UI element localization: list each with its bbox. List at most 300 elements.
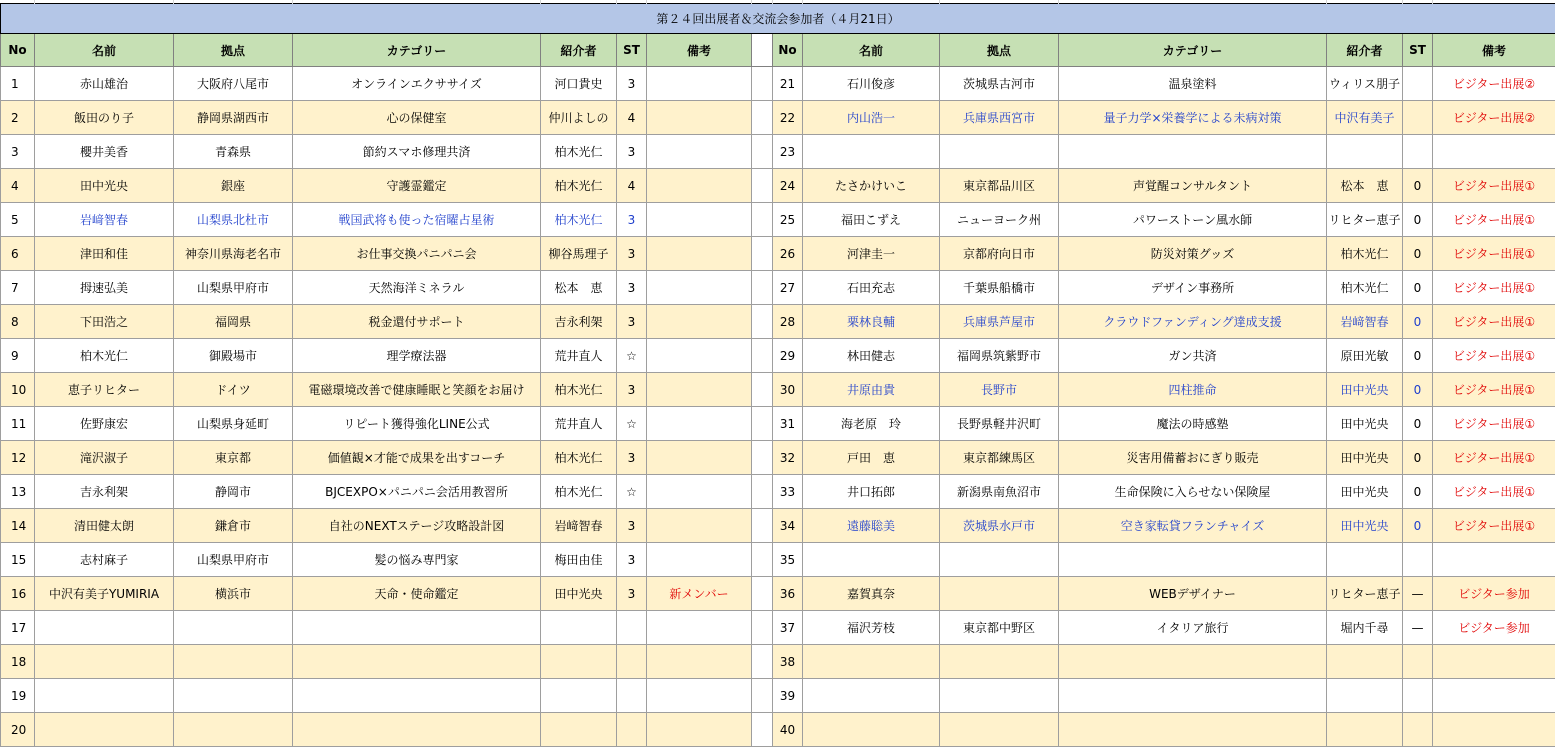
cell-left-st[interactable]: 3: [617, 543, 647, 577]
cell-left-category[interactable]: 電磁環境改善で健康睡眠と笑顔をお届け: [293, 373, 541, 407]
cell-left-base[interactable]: 福岡県: [174, 305, 293, 339]
cell-right-introducer[interactable]: 田中光央: [1327, 441, 1403, 475]
gap-cell[interactable]: [752, 305, 773, 339]
cell-right-no[interactable]: 39: [773, 679, 803, 713]
cell-left-name[interactable]: 櫻井美香: [35, 135, 174, 169]
cell-right-name[interactable]: [803, 645, 940, 679]
cell-left-note[interactable]: [647, 305, 752, 339]
cell-left-base[interactable]: 横浜市: [174, 577, 293, 611]
cell-left-category[interactable]: BJCEXPO×パニパニ会活用教習所: [293, 475, 541, 509]
cell-right-introducer[interactable]: 田中光央: [1327, 475, 1403, 509]
cell-left-no[interactable]: 5: [1, 203, 35, 237]
cell-right-category[interactable]: デザイン事務所: [1059, 271, 1327, 305]
cell-right-introducer[interactable]: 田中光央: [1327, 509, 1403, 543]
cell-right-st[interactable]: [1403, 101, 1433, 135]
cell-left-introducer[interactable]: [541, 679, 617, 713]
cell-right-name[interactable]: 海老原 玲: [803, 407, 940, 441]
cell-left-category[interactable]: 自社のNEXTステージ攻略設計図: [293, 509, 541, 543]
cell-left-introducer[interactable]: 柏木光仁: [541, 475, 617, 509]
cell-right-base[interactable]: 兵庫県芦屋市: [940, 305, 1059, 339]
cell-right-introducer[interactable]: リヒター恵子: [1327, 577, 1403, 611]
cell-left-name[interactable]: [35, 679, 174, 713]
cell-right-st[interactable]: 0: [1403, 475, 1433, 509]
cell-right-note[interactable]: ビジター出展①: [1433, 441, 1555, 475]
cell-left-base[interactable]: 鎌倉市: [174, 509, 293, 543]
cell-right-st[interactable]: [1403, 679, 1433, 713]
gap-cell[interactable]: [752, 203, 773, 237]
cell-right-name[interactable]: 福田こずえ: [803, 203, 940, 237]
cell-left-note[interactable]: [647, 611, 752, 645]
cell-left-category[interactable]: [293, 679, 541, 713]
header-gap[interactable]: [752, 34, 773, 67]
cell-right-st[interactable]: 0: [1403, 441, 1433, 475]
gap-cell[interactable]: [752, 407, 773, 441]
cell-right-name[interactable]: たさかけいこ: [803, 169, 940, 203]
cell-right-no[interactable]: 22: [773, 101, 803, 135]
gap-cell[interactable]: [752, 645, 773, 679]
cell-right-category[interactable]: 温泉塗料: [1059, 67, 1327, 101]
cell-left-name[interactable]: 中沢有美子YUMIRIA: [35, 577, 174, 611]
cell-left-note[interactable]: [647, 645, 752, 679]
cell-left-name[interactable]: 柏木光仁: [35, 339, 174, 373]
cell-left-st[interactable]: ☆: [617, 475, 647, 509]
header-left-introducer[interactable]: 紹介者: [541, 34, 617, 67]
header-left-note[interactable]: 備考: [647, 34, 752, 67]
cell-right-category[interactable]: 声覚醒コンサルタント: [1059, 169, 1327, 203]
cell-right-st[interactable]: 0: [1403, 407, 1433, 441]
cell-right-no[interactable]: 38: [773, 645, 803, 679]
cell-left-base[interactable]: [174, 679, 293, 713]
cell-right-st[interactable]: 0: [1403, 373, 1433, 407]
header-left-base[interactable]: 拠点: [174, 34, 293, 67]
header-left-st[interactable]: ST: [617, 34, 647, 67]
cell-right-note[interactable]: [1433, 679, 1555, 713]
cell-left-name[interactable]: 飯田のり子: [35, 101, 174, 135]
cell-left-base[interactable]: 静岡市: [174, 475, 293, 509]
cell-right-note[interactable]: ビジター出展①: [1433, 373, 1555, 407]
cell-left-no[interactable]: 8: [1, 305, 35, 339]
cell-left-introducer[interactable]: [541, 645, 617, 679]
cell-left-no[interactable]: 17: [1, 611, 35, 645]
cell-right-name[interactable]: 内山浩一: [803, 101, 940, 135]
cell-left-category[interactable]: [293, 713, 541, 747]
cell-left-base[interactable]: 山梨県身延町: [174, 407, 293, 441]
header-right-note[interactable]: 備考: [1433, 34, 1555, 67]
cell-left-st[interactable]: ☆: [617, 339, 647, 373]
cell-right-category[interactable]: ガン共済: [1059, 339, 1327, 373]
cell-left-no[interactable]: 12: [1, 441, 35, 475]
cell-left-name[interactable]: 恵子リヒター: [35, 373, 174, 407]
gap-cell[interactable]: [752, 577, 773, 611]
cell-left-note[interactable]: [647, 237, 752, 271]
cell-right-no[interactable]: 36: [773, 577, 803, 611]
cell-left-st[interactable]: [617, 611, 647, 645]
cell-left-name[interactable]: [35, 713, 174, 747]
cell-left-no[interactable]: 13: [1, 475, 35, 509]
cell-left-no[interactable]: 16: [1, 577, 35, 611]
cell-right-no[interactable]: 24: [773, 169, 803, 203]
gap-cell[interactable]: [752, 475, 773, 509]
cell-left-note[interactable]: [647, 169, 752, 203]
cell-right-name[interactable]: [803, 679, 940, 713]
cell-right-note[interactable]: ビジター出展①: [1433, 169, 1555, 203]
cell-left-name[interactable]: 清田健太朗: [35, 509, 174, 543]
gap-cell[interactable]: [752, 237, 773, 271]
cell-left-base[interactable]: 東京都: [174, 441, 293, 475]
cell-left-name[interactable]: 田中光央: [35, 169, 174, 203]
cell-right-base[interactable]: 茨城県水戸市: [940, 509, 1059, 543]
cell-right-introducer[interactable]: 松本 恵: [1327, 169, 1403, 203]
cell-left-st[interactable]: 4: [617, 101, 647, 135]
cell-right-no[interactable]: 27: [773, 271, 803, 305]
cell-right-base[interactable]: 千葉県船橋市: [940, 271, 1059, 305]
cell-left-base[interactable]: 御殿場市: [174, 339, 293, 373]
cell-left-base[interactable]: ドイツ: [174, 373, 293, 407]
cell-left-name[interactable]: [35, 645, 174, 679]
header-right-name[interactable]: 名前: [803, 34, 940, 67]
header-left-category[interactable]: カテゴリー: [293, 34, 541, 67]
gap-cell[interactable]: [752, 543, 773, 577]
cell-left-category[interactable]: 節約スマホ修理共済: [293, 135, 541, 169]
cell-left-introducer[interactable]: [541, 611, 617, 645]
cell-right-no[interactable]: 33: [773, 475, 803, 509]
cell-right-st[interactable]: [1403, 67, 1433, 101]
cell-right-category[interactable]: [1059, 543, 1327, 577]
cell-right-note[interactable]: ビジター出展①: [1433, 271, 1555, 305]
cell-left-st[interactable]: 3: [617, 203, 647, 237]
cell-right-note[interactable]: ビジター出展①: [1433, 305, 1555, 339]
cell-left-note[interactable]: [647, 203, 752, 237]
cell-left-base[interactable]: [174, 611, 293, 645]
cell-right-name[interactable]: 福沢芳枝: [803, 611, 940, 645]
cell-right-name[interactable]: 遠藤聡美: [803, 509, 940, 543]
cell-left-base[interactable]: 神奈川県海老名市: [174, 237, 293, 271]
cell-right-note[interactable]: ビジター参加: [1433, 611, 1555, 645]
cell-left-st[interactable]: 4: [617, 169, 647, 203]
cell-right-category[interactable]: 災害用備蓄おにぎり販売: [1059, 441, 1327, 475]
cell-right-introducer[interactable]: 岩﨑智春: [1327, 305, 1403, 339]
cell-left-introducer[interactable]: 岩﨑智春: [541, 509, 617, 543]
header-left-no[interactable]: No: [1, 34, 35, 67]
cell-right-st[interactable]: [1403, 135, 1433, 169]
cell-left-st[interactable]: [617, 713, 647, 747]
cell-left-base[interactable]: 大阪府八尾市: [174, 67, 293, 101]
cell-left-category[interactable]: オンラインエクササイズ: [293, 67, 541, 101]
cell-right-base[interactable]: [940, 543, 1059, 577]
cell-right-base[interactable]: 東京都練馬区: [940, 441, 1059, 475]
cell-left-base[interactable]: 山梨県北杜市: [174, 203, 293, 237]
cell-right-base[interactable]: 東京都中野区: [940, 611, 1059, 645]
cell-left-introducer[interactable]: 柳谷馬理子: [541, 237, 617, 271]
cell-right-introducer[interactable]: [1327, 713, 1403, 747]
cell-left-name[interactable]: 吉永利架: [35, 475, 174, 509]
cell-right-note[interactable]: [1433, 135, 1555, 169]
cell-right-note[interactable]: [1433, 713, 1555, 747]
cell-right-st[interactable]: 0: [1403, 237, 1433, 271]
cell-left-note[interactable]: [647, 135, 752, 169]
cell-right-base[interactable]: [940, 679, 1059, 713]
cell-left-no[interactable]: 3: [1, 135, 35, 169]
cell-left-introducer[interactable]: 田中光央: [541, 577, 617, 611]
cell-right-name[interactable]: 石川俊彦: [803, 67, 940, 101]
cell-right-introducer[interactable]: [1327, 135, 1403, 169]
cell-left-note[interactable]: [647, 67, 752, 101]
cell-right-st[interactable]: 0: [1403, 203, 1433, 237]
cell-left-introducer[interactable]: 河口貴史: [541, 67, 617, 101]
cell-right-base[interactable]: 茨城県古河市: [940, 67, 1059, 101]
cell-right-no[interactable]: 32: [773, 441, 803, 475]
cell-left-no[interactable]: 6: [1, 237, 35, 271]
gap-cell[interactable]: [752, 339, 773, 373]
cell-right-base[interactable]: ニューヨーク州: [940, 203, 1059, 237]
cell-right-st[interactable]: 0: [1403, 305, 1433, 339]
cell-left-introducer[interactable]: 柏木光仁: [541, 135, 617, 169]
cell-right-name[interactable]: [803, 135, 940, 169]
cell-left-introducer[interactable]: 吉永利架: [541, 305, 617, 339]
cell-left-category[interactable]: [293, 645, 541, 679]
cell-right-category[interactable]: 四柱推命: [1059, 373, 1327, 407]
cell-left-no[interactable]: 2: [1, 101, 35, 135]
cell-right-name[interactable]: 栗林良輔: [803, 305, 940, 339]
cell-left-st[interactable]: 3: [617, 237, 647, 271]
cell-right-note[interactable]: ビジター出展①: [1433, 237, 1555, 271]
cell-right-no[interactable]: 25: [773, 203, 803, 237]
cell-right-name[interactable]: 河津圭一: [803, 237, 940, 271]
cell-right-category[interactable]: [1059, 645, 1327, 679]
cell-right-category[interactable]: [1059, 135, 1327, 169]
cell-left-no[interactable]: 19: [1, 679, 35, 713]
cell-left-st[interactable]: 3: [617, 577, 647, 611]
cell-left-st[interactable]: [617, 645, 647, 679]
cell-right-no[interactable]: 31: [773, 407, 803, 441]
cell-left-no[interactable]: 1: [1, 67, 35, 101]
cell-right-base[interactable]: 新潟県南魚沼市: [940, 475, 1059, 509]
cell-left-no[interactable]: 20: [1, 713, 35, 747]
cell-left-note[interactable]: [647, 441, 752, 475]
cell-left-base[interactable]: [174, 713, 293, 747]
header-right-category[interactable]: カテゴリー: [1059, 34, 1327, 67]
cell-left-no[interactable]: 11: [1, 407, 35, 441]
cell-left-category[interactable]: 天命・使命鑑定: [293, 577, 541, 611]
cell-right-note[interactable]: ビジター出展①: [1433, 407, 1555, 441]
cell-left-no[interactable]: 7: [1, 271, 35, 305]
cell-left-introducer[interactable]: [541, 713, 617, 747]
cell-left-introducer[interactable]: 柏木光仁: [541, 373, 617, 407]
cell-left-category[interactable]: 守護霊鑑定: [293, 169, 541, 203]
cell-right-note[interactable]: ビジター出展①: [1433, 475, 1555, 509]
cell-left-name[interactable]: 滝沢淑子: [35, 441, 174, 475]
cell-left-introducer[interactable]: 松本 恵: [541, 271, 617, 305]
cell-right-name[interactable]: 石田充志: [803, 271, 940, 305]
cell-right-base[interactable]: [940, 135, 1059, 169]
cell-left-no[interactable]: 14: [1, 509, 35, 543]
header-right-introducer[interactable]: 紹介者: [1327, 34, 1403, 67]
gap-cell[interactable]: [752, 271, 773, 305]
cell-right-name[interactable]: 井原由貴: [803, 373, 940, 407]
cell-left-note[interactable]: [647, 407, 752, 441]
header-right-no[interactable]: No: [773, 34, 803, 67]
cell-right-no[interactable]: 30: [773, 373, 803, 407]
cell-right-note[interactable]: [1433, 543, 1555, 577]
cell-left-introducer[interactable]: 柏木光仁: [541, 169, 617, 203]
cell-left-st[interactable]: [617, 679, 647, 713]
cell-right-st[interactable]: 0: [1403, 509, 1433, 543]
cell-right-st[interactable]: 0: [1403, 271, 1433, 305]
cell-right-st[interactable]: [1403, 543, 1433, 577]
cell-right-note[interactable]: ビジター出展①: [1433, 509, 1555, 543]
cell-left-base[interactable]: 青森県: [174, 135, 293, 169]
header-right-st[interactable]: ST: [1403, 34, 1433, 67]
cell-left-category[interactable]: 価値観×才能で成果を出すコーチ: [293, 441, 541, 475]
cell-left-note[interactable]: [647, 543, 752, 577]
cell-right-no[interactable]: 28: [773, 305, 803, 339]
cell-left-name[interactable]: [35, 611, 174, 645]
cell-left-category[interactable]: 天然海洋ミネラル: [293, 271, 541, 305]
cell-right-name[interactable]: 戸田 恵: [803, 441, 940, 475]
cell-left-introducer[interactable]: 梅田由佳: [541, 543, 617, 577]
gap-cell[interactable]: [752, 509, 773, 543]
cell-right-no[interactable]: 26: [773, 237, 803, 271]
cell-left-note[interactable]: [647, 679, 752, 713]
cell-right-category[interactable]: [1059, 679, 1327, 713]
cell-right-name[interactable]: 林田健志: [803, 339, 940, 373]
cell-right-st[interactable]: 0: [1403, 169, 1433, 203]
cell-left-category[interactable]: 髪の悩み専門家: [293, 543, 541, 577]
cell-left-st[interactable]: 3: [617, 135, 647, 169]
cell-right-no[interactable]: 35: [773, 543, 803, 577]
cell-left-st[interactable]: 3: [617, 305, 647, 339]
cell-right-name[interactable]: 嘉賀真奈: [803, 577, 940, 611]
cell-left-base[interactable]: 銀座: [174, 169, 293, 203]
cell-right-base[interactable]: [940, 645, 1059, 679]
cell-right-base[interactable]: 兵庫県西宮市: [940, 101, 1059, 135]
cell-right-base[interactable]: 東京都品川区: [940, 169, 1059, 203]
gap-cell[interactable]: [752, 441, 773, 475]
cell-right-introducer[interactable]: [1327, 543, 1403, 577]
cell-left-st[interactable]: 3: [617, 67, 647, 101]
cell-right-base[interactable]: [940, 713, 1059, 747]
cell-right-category[interactable]: 生命保険に入らせない保険屋: [1059, 475, 1327, 509]
sheet-title[interactable]: 第２４回出展者＆交流会参加者（４月21日）: [1, 4, 1555, 34]
cell-left-category[interactable]: 心の保健室: [293, 101, 541, 135]
cell-right-name[interactable]: [803, 543, 940, 577]
cell-right-note[interactable]: ビジター参加: [1433, 577, 1555, 611]
cell-right-introducer[interactable]: ウィリス朋子: [1327, 67, 1403, 101]
gap-cell[interactable]: [752, 169, 773, 203]
cell-left-category[interactable]: [293, 611, 541, 645]
cell-left-no[interactable]: 15: [1, 543, 35, 577]
cell-left-category[interactable]: 戦国武将も使った宿曜占星術: [293, 203, 541, 237]
cell-left-st[interactable]: 3: [617, 271, 647, 305]
cell-right-introducer[interactable]: 田中光央: [1327, 407, 1403, 441]
cell-right-note[interactable]: ビジター出展②: [1433, 101, 1555, 135]
cell-right-category[interactable]: クラウドファンディング達成支援: [1059, 305, 1327, 339]
gap-cell[interactable]: [752, 67, 773, 101]
cell-left-st[interactable]: 3: [617, 373, 647, 407]
cell-right-introducer[interactable]: 原田光敏: [1327, 339, 1403, 373]
cell-left-note[interactable]: 新メンバー: [647, 577, 752, 611]
cell-left-base[interactable]: 静岡県湖西市: [174, 101, 293, 135]
cell-left-introducer[interactable]: 仲川よしの: [541, 101, 617, 135]
cell-left-no[interactable]: 9: [1, 339, 35, 373]
gap-cell[interactable]: [752, 373, 773, 407]
cell-right-st[interactable]: —: [1403, 611, 1433, 645]
cell-left-name[interactable]: 佐野康宏: [35, 407, 174, 441]
cell-left-name[interactable]: 拇速弘美: [35, 271, 174, 305]
cell-left-note[interactable]: [647, 271, 752, 305]
cell-left-st[interactable]: ☆: [617, 407, 647, 441]
cell-right-category[interactable]: [1059, 713, 1327, 747]
cell-right-base[interactable]: 福岡県筑紫野市: [940, 339, 1059, 373]
cell-right-no[interactable]: 40: [773, 713, 803, 747]
cell-right-category[interactable]: 量子力学×栄養学による未病対策: [1059, 101, 1327, 135]
cell-left-name[interactable]: 志村麻子: [35, 543, 174, 577]
cell-right-note[interactable]: [1433, 645, 1555, 679]
cell-left-base[interactable]: 山梨県甲府市: [174, 271, 293, 305]
cell-left-category[interactable]: 理学療法器: [293, 339, 541, 373]
cell-right-category[interactable]: WEBデザイナー: [1059, 577, 1327, 611]
cell-left-category[interactable]: お仕事交換パニパニ会: [293, 237, 541, 271]
cell-left-category[interactable]: 税金還付サポート: [293, 305, 541, 339]
cell-right-introducer[interactable]: 柏木光仁: [1327, 237, 1403, 271]
cell-right-no[interactable]: 34: [773, 509, 803, 543]
cell-left-category[interactable]: リピート獲得強化LINE公式: [293, 407, 541, 441]
cell-left-no[interactable]: 10: [1, 373, 35, 407]
cell-left-introducer[interactable]: 荒井直人: [541, 407, 617, 441]
cell-right-category[interactable]: 防災対策グッズ: [1059, 237, 1327, 271]
cell-left-note[interactable]: [647, 713, 752, 747]
header-right-base[interactable]: 拠点: [940, 34, 1059, 67]
cell-left-note[interactable]: [647, 373, 752, 407]
gap-cell[interactable]: [752, 679, 773, 713]
cell-left-base[interactable]: 山梨県甲府市: [174, 543, 293, 577]
cell-right-base[interactable]: [940, 577, 1059, 611]
cell-left-name[interactable]: 赤山雄治: [35, 67, 174, 101]
cell-left-name[interactable]: 岩﨑智春: [35, 203, 174, 237]
cell-left-introducer[interactable]: 柏木光仁: [541, 441, 617, 475]
cell-left-name[interactable]: 下田浩之: [35, 305, 174, 339]
cell-right-st[interactable]: —: [1403, 577, 1433, 611]
cell-right-introducer[interactable]: 田中光央: [1327, 373, 1403, 407]
cell-left-note[interactable]: [647, 339, 752, 373]
cell-right-st[interactable]: [1403, 645, 1433, 679]
gap-cell[interactable]: [752, 135, 773, 169]
gap-cell[interactable]: [752, 713, 773, 747]
cell-right-category[interactable]: 魔法の時感塾: [1059, 407, 1327, 441]
cell-left-base[interactable]: [174, 645, 293, 679]
cell-right-no[interactable]: 37: [773, 611, 803, 645]
cell-right-note[interactable]: ビジター出展①: [1433, 203, 1555, 237]
cell-right-category[interactable]: 空き家転貸フランチャイズ: [1059, 509, 1327, 543]
cell-left-st[interactable]: 3: [617, 509, 647, 543]
cell-right-introducer[interactable]: [1327, 679, 1403, 713]
cell-left-name[interactable]: 津田和佳: [35, 237, 174, 271]
cell-left-note[interactable]: [647, 101, 752, 135]
cell-right-introducer[interactable]: 堀内千尋: [1327, 611, 1403, 645]
cell-right-base[interactable]: 長野市: [940, 373, 1059, 407]
cell-left-st[interactable]: 3: [617, 441, 647, 475]
cell-right-name[interactable]: [803, 713, 940, 747]
cell-right-base[interactable]: 長野県軽井沢町: [940, 407, 1059, 441]
cell-right-introducer[interactable]: 中沢有美子: [1327, 101, 1403, 135]
cell-left-introducer[interactable]: 荒井直人: [541, 339, 617, 373]
cell-right-introducer[interactable]: 柏木光仁: [1327, 271, 1403, 305]
header-left-name[interactable]: 名前: [35, 34, 174, 67]
cell-right-introducer[interactable]: リヒター恵子: [1327, 203, 1403, 237]
cell-right-base[interactable]: 京都府向日市: [940, 237, 1059, 271]
cell-right-category[interactable]: パワーストーン風水師: [1059, 203, 1327, 237]
cell-right-st[interactable]: 0: [1403, 339, 1433, 373]
